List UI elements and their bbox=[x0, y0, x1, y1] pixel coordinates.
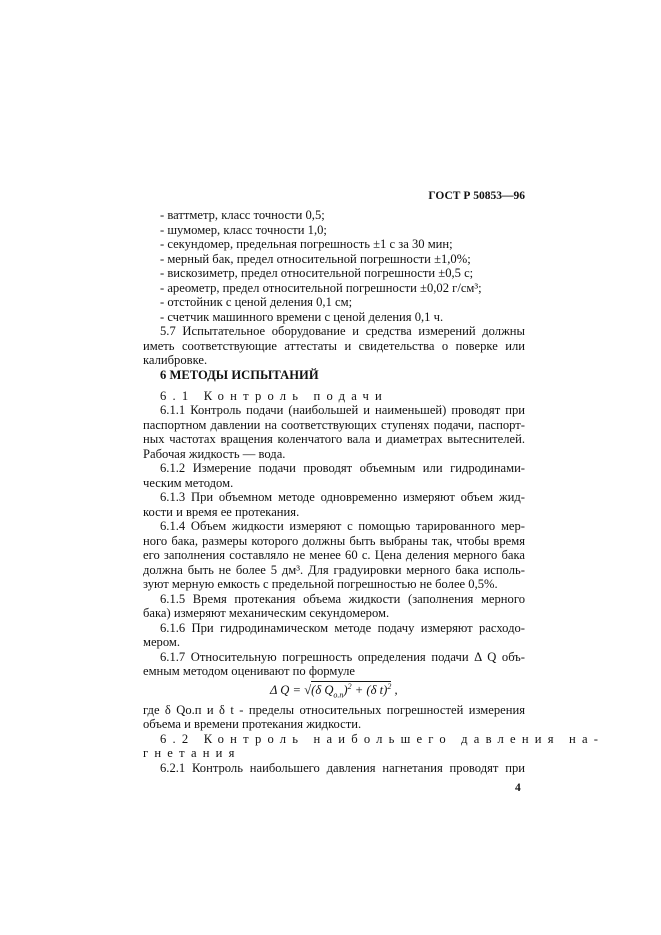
paragraph-line: должна быть не более 5 дм³. Для градуировки мерного бака исполь- bbox=[143, 563, 525, 577]
list-item: - ваттметр, класс точности 0,5; bbox=[160, 208, 325, 222]
paragraph-line: 6.1.7 Относительную погрешность определения подачи Δ Q объ- bbox=[160, 650, 525, 664]
formula-lhs: Δ Q = bbox=[270, 683, 305, 697]
paragraph-line: ческим методом. bbox=[143, 476, 234, 490]
paragraph-line: ного бака, размеры которого должны быть выбраны так, чтобы время bbox=[143, 534, 525, 548]
paragraph-line: 6.2.1 Контроль наибольшего давления нагнетания проводят при bbox=[160, 761, 525, 775]
paragraph-line: иметь соответствующие аттестаты и свидетельства о поверке или bbox=[143, 339, 525, 353]
list-item: - секундомер, предельная погрешность ±1 с за 30 мин; bbox=[160, 237, 453, 251]
list-item: - ареометр, предел относительной погрешности ±0,02 г/см³; bbox=[160, 281, 482, 295]
formula-tail: , bbox=[391, 683, 398, 697]
paragraph-line: бака) измеряют механическим секундомером. bbox=[143, 606, 390, 620]
paragraph-line: 6.1.2 Измерение подачи проводят объемным или гидродинами- bbox=[160, 461, 525, 475]
list-item: - вискозиметр, предел относительной погрешности ±0,5 с; bbox=[160, 266, 474, 280]
paragraph-line: Рабочая жидкость — вода. bbox=[143, 447, 286, 461]
list-item: - мерный бак, предел относительной погрешности ±1,0%; bbox=[160, 252, 471, 266]
list-item: - шумомер, класс точности 1,0; bbox=[160, 223, 327, 237]
paragraph-line: 6.1.1 Контроль подачи (наибольшей и наименьшей) проводят при bbox=[160, 403, 525, 417]
paragraph-line: ных частотах вращения коленчатого вала и диаметрах вытеснителей. bbox=[143, 432, 525, 446]
subsection-heading: гнетания bbox=[143, 746, 241, 760]
formula-sub: о.п bbox=[333, 690, 344, 700]
formula: Δ Q = √(δ $Q_{о.п})^2 + (\delta$ t)$^2$ , bbox=[270, 681, 398, 700]
paragraph-line: объема и времени протекания жидкости. bbox=[143, 717, 362, 731]
section-heading: 6 МЕТОДЫ ИСПЫТАНИЙ bbox=[160, 368, 319, 382]
list-item: - отстойник с ценой деления 0,1 см; bbox=[160, 295, 353, 309]
formula-pow-b: 2 bbox=[387, 681, 392, 691]
paragraph-line: кости и время ее протекания. bbox=[143, 505, 300, 519]
paragraph-line: где δ Qо.п и δ t - пределы относительных погрешностей измерения bbox=[143, 703, 525, 717]
list-item: - счетчик машинного времени с ценой деления 0,1 ч. bbox=[160, 310, 444, 324]
paragraph-line: калибровке. bbox=[143, 353, 208, 367]
subsection-heading: 6.2 Контроль наибольшего давления на- bbox=[160, 732, 605, 746]
paragraph-line: зуют мерную емкость с предельной погрешностью не более 0,5%. bbox=[143, 577, 498, 591]
formula-term-b: + (δ t) bbox=[351, 683, 388, 697]
formula-pow-a: 2 bbox=[347, 681, 352, 691]
paragraph-line: его заполнения составляло не менее 60 с. Цена деления мерного бака bbox=[143, 548, 525, 562]
paragraph-line: 6.1.6 При гидродинамическом методе подачу измеряют расходо- bbox=[160, 621, 525, 635]
paragraph-line: паспортном давлении на соответствующих ступенях подачи, паспорт- bbox=[143, 418, 525, 432]
document-header: ГОСТ Р 50853—96 bbox=[428, 190, 525, 202]
paragraph-line: 6.1.4 Объем жидкости измеряют с помощью тарированного мер- bbox=[160, 519, 525, 533]
page-number: 4 bbox=[515, 782, 521, 794]
subsection-heading: 6.1 Контроль подачи bbox=[160, 389, 389, 403]
formula-term-a: (δ Q bbox=[311, 683, 334, 697]
paragraph-line: 6.1.5 Время протекания объема жидкости (заполнения мерного bbox=[160, 592, 525, 606]
paragraph-line: 5.7 Испытательное оборудование и средства измерений должны bbox=[160, 324, 525, 338]
paragraph-line: 6.1.3 При объемном методе одновременно измеряют объем жид- bbox=[160, 490, 525, 504]
paragraph-line: емным методом оценивают по формуле bbox=[143, 664, 355, 678]
formula-radicand: (δ $Q_{о.п})^2 + (\delta$ t)$^2$ bbox=[311, 681, 392, 700]
paragraph-line: мером. bbox=[143, 635, 181, 649]
